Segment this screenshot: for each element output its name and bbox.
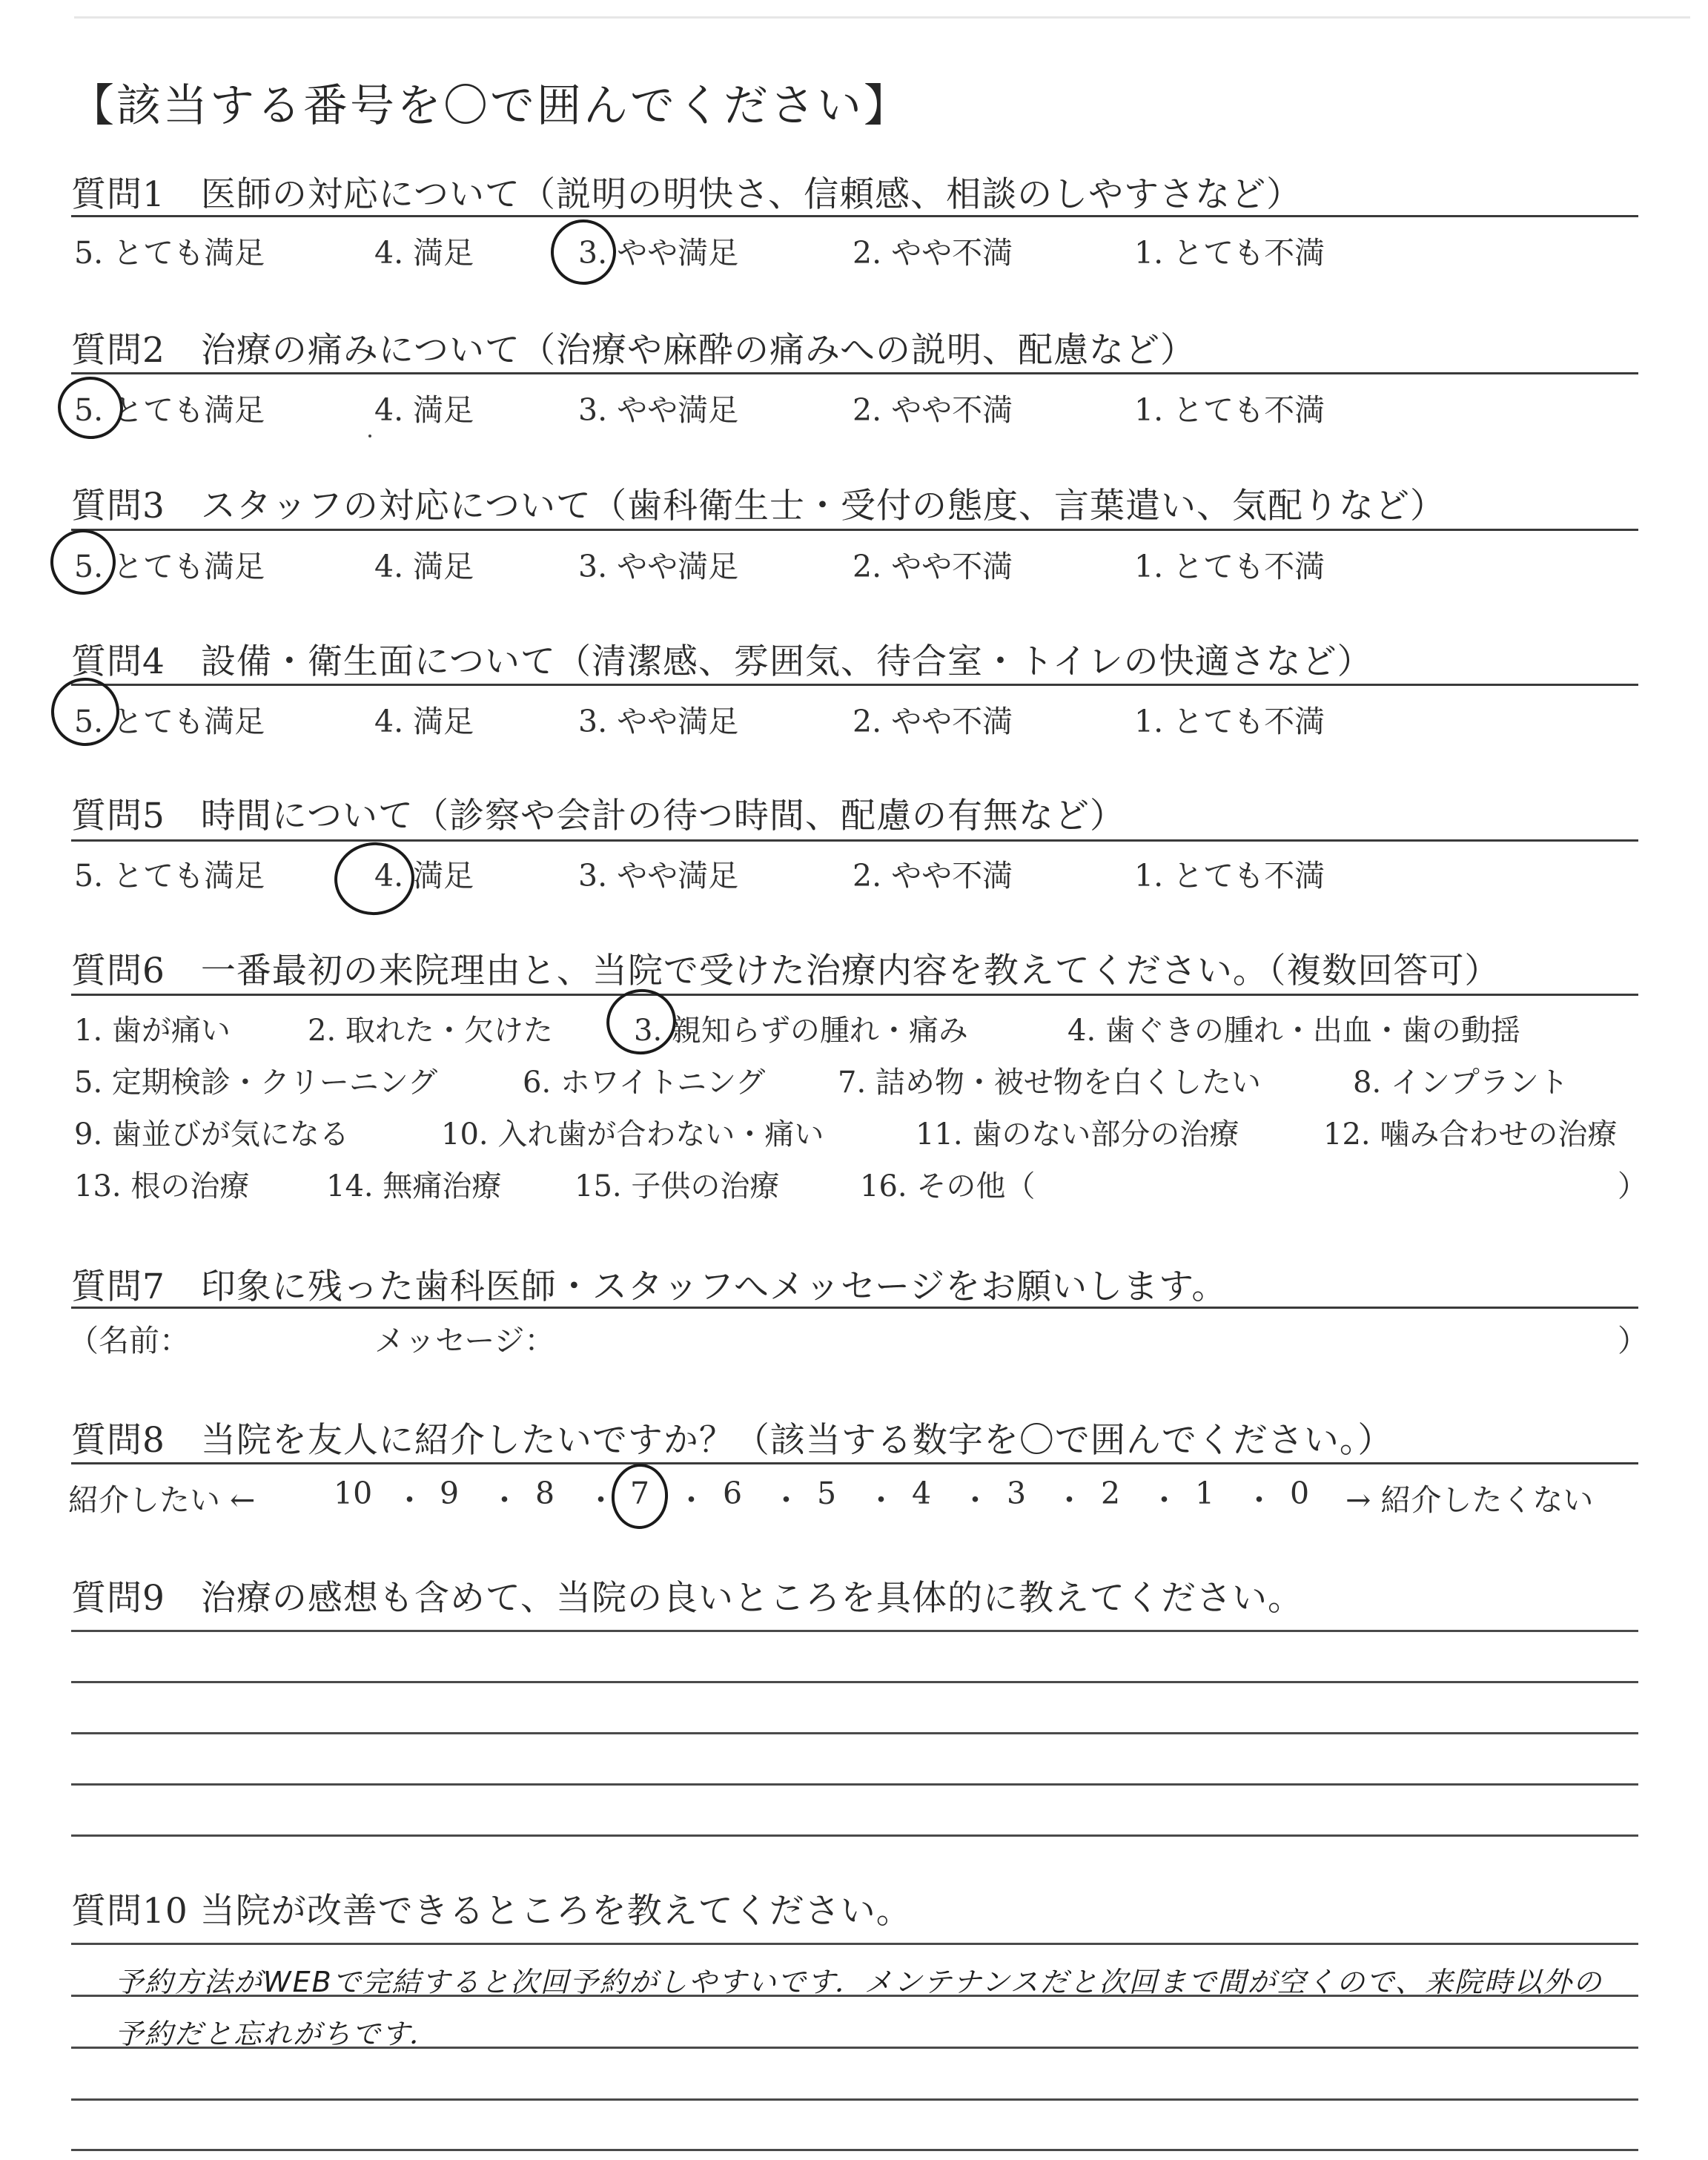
q4-option-1[interactable]: 1. とても不満 [1134,704,1325,739]
q9-writing-line[interactable] [71,1630,1638,1632]
q5-option-3[interactable]: 3. やや満足 [578,858,739,894]
q6-option-2[interactable]: 2. 取れた・欠けた [308,1014,553,1048]
q10-writing-line[interactable] [71,1943,1638,1945]
question-8-title: 質問8 当院を友人に紹介したいですか？（該当する数字を〇で囲んでください。） [71,1420,1394,1461]
q6-option-6[interactable]: 6. ホワイトニング [523,1066,766,1100]
q5-option-2[interactable]: 2. やや不満 [853,858,1013,894]
q8-separator: ・ [676,1482,706,1518]
q3-option-4[interactable]: 4. 満足 [374,549,474,584]
q3-option-3[interactable]: 3. やや満足 [578,549,739,584]
q3-option-5[interactable]: 5. とても満足 [74,549,265,584]
q2-option-1[interactable]: 1. とても不満 [1134,392,1325,428]
q8-scale-5[interactable]: 5 [817,1476,837,1511]
q1-option-4[interactable]: 4. 満足 [374,235,474,271]
q7-close-paren: ） [1618,1323,1648,1358]
q4-option-3[interactable]: 3. やや満足 [578,704,739,739]
question-2-rule [71,372,1638,374]
q3-option-1[interactable]: 1. とても不満 [1134,549,1325,584]
q8-separator: ・ [586,1482,616,1518]
q8-scale-9[interactable]: 9 [440,1476,460,1511]
q2-option-2[interactable]: 2. やや不満 [853,392,1013,428]
q1-option-1[interactable]: 1. とても不満 [1134,235,1325,271]
stray-dot [368,435,371,437]
q6-option-14[interactable]: 14. 無痛治療 [326,1169,502,1203]
q10-writing-line[interactable] [71,2098,1638,2101]
question-6-title: 質問6 一番最初の来院理由と、当院で受けた治療内容を教えてください。（複数回答可） [71,951,1500,991]
question-6-rule [71,994,1638,996]
question-10-title: 質問10 当院が改善できるところを教えてください。 [71,1891,912,1932]
q10-writing-line[interactable] [71,2047,1638,2049]
q6-option-8[interactable]: 8. インプラント [1353,1066,1569,1100]
q6-option-11[interactable]: 11. 歯のない部分の治療 [916,1117,1239,1152]
q8-scale-3[interactable]: 3 [1007,1476,1027,1511]
q2-option-5[interactable]: 5. とても満足 [74,392,265,428]
q6-option-10[interactable]: 10. 入れ歯が合わない・痛い [441,1117,824,1152]
q4-option-2[interactable]: 2. やや不満 [853,704,1013,739]
question-4-title: 質問4 設備・衛生面について（清潔感、雰囲気、待合室・トイレの快適さなど） [71,641,1373,682]
q8-separator: ・ [960,1482,990,1518]
question-7-title: 質問7 印象に残った歯科医師・スタッフへメッセージをお願いします。 [71,1266,1228,1307]
q8-scale-0[interactable]: 0 [1290,1476,1310,1511]
q9-writing-line[interactable] [71,1732,1638,1734]
q6-option-1[interactable]: 1. 歯が痛い [74,1014,231,1048]
q8-scale-4[interactable]: 4 [912,1476,932,1511]
q6-option-4[interactable]: 4. 歯ぐきの腫れ・出血・歯の動揺 [1068,1014,1520,1048]
q1-option-3[interactable]: 3. やや満足 [578,235,739,271]
q10-handwritten-answer-line-1: 予約方法がWEBで完結すると次回予約がしやすいです．メンテナンスだと次回まで間が空くので、来院時以外の [115,1966,1603,1998]
q10-writing-line[interactable] [71,1995,1638,1997]
page-top-edge [74,16,1690,19]
q2-option-4[interactable]: 4. 満足 [374,392,474,428]
q5-option-5[interactable]: 5. とても満足 [74,858,265,894]
q8-separator: ・ [1149,1482,1179,1518]
q1-option-2[interactable]: 2. やや不満 [853,235,1013,271]
q3-option-2[interactable]: 2. やや不満 [853,549,1013,584]
question-5-title: 質問5 時間について（診察や会計の待つ時間、配慮の有無など） [71,796,1125,836]
q6-option-9[interactable]: 9. 歯並びが気になる [74,1117,349,1152]
question-9-title: 質問9 治療の感想も含めて、当院の良いところを具体的に教えてください。 [71,1578,1303,1619]
q8-right-label: → 紹介したくない [1345,1482,1594,1518]
q8-scale-6[interactable]: 6 [723,1476,743,1511]
q4-option-4[interactable]: 4. 満足 [374,704,474,739]
question-5-rule [71,839,1638,842]
q6-option-5[interactable]: 5. 定期検診・クリーニング [74,1066,438,1100]
q4-option-5[interactable]: 5. とても満足 [74,704,265,739]
q7-name-label: （名前： [68,1323,190,1358]
question-3-title: 質問3 スタッフの対応について（歯科衛生士・受付の態度、言葉遣い、気配りなど） [71,486,1446,526]
q8-scale-1[interactable]: 1 [1195,1476,1215,1511]
instruction-heading: 【該当する番号を〇で囲んでください】 [70,80,910,132]
q1-option-5[interactable]: 5. とても満足 [74,235,265,271]
q8-separator: ・ [489,1482,520,1518]
q6-option-16[interactable]: 16. その他（ [860,1169,1036,1203]
q8-scale-10[interactable]: 10 [334,1476,373,1511]
question-7-rule [71,1307,1638,1309]
q8-separator: ・ [866,1482,896,1518]
q8-separator: ・ [1054,1482,1085,1518]
q9-writing-line[interactable] [71,1783,1638,1786]
q8-scale-8[interactable]: 8 [535,1476,555,1511]
q10-writing-line[interactable] [71,2149,1638,2151]
q6-option-12[interactable]: 12. 噛み合わせの治療 [1323,1117,1618,1152]
q9-writing-line[interactable] [71,1834,1638,1837]
q8-left-label: 紹介したい ← [68,1482,256,1518]
question-8-rule [71,1462,1638,1464]
q8-separator: ・ [394,1482,425,1518]
q6-option-3[interactable]: 3. 親知らずの腫れ・痛み [634,1014,968,1048]
q6-option-15[interactable]: 15. 子供の治療 [575,1169,780,1203]
question-2-title: 質問2 治療の痛みについて（治療や麻酔の痛みへの説明、配慮など） [71,330,1196,371]
q8-scale-2[interactable]: 2 [1101,1476,1121,1511]
q10-handwritten-answer-line-2: 予約だと忘れがちです． [115,2018,439,2050]
q9-writing-line[interactable] [71,1681,1638,1683]
q6-other-close-paren: ） [1618,1169,1647,1203]
question-3-rule [71,529,1638,531]
question-1-rule [71,215,1638,217]
q7-message-label: メッセージ： [374,1323,555,1358]
q5-option-1[interactable]: 1. とても不満 [1134,858,1325,894]
question-4-rule [71,684,1638,686]
q6-option-13[interactable]: 13. 根の治療 [74,1169,250,1203]
q6-option-7[interactable]: 7. 詰め物・被せ物を白くしたい [838,1066,1261,1100]
q8-separator: ・ [771,1482,801,1518]
q2-option-3[interactable]: 3. やや満足 [578,392,739,428]
q8-separator: ・ [1244,1482,1274,1518]
question-1-title: 質問1 医師の対応について（説明の明快さ、信頼感、相談のしやすさなど） [71,174,1302,215]
q8-scale-7[interactable]: 7 [630,1476,650,1511]
q5-option-4[interactable]: 4. 満足 [374,858,474,894]
